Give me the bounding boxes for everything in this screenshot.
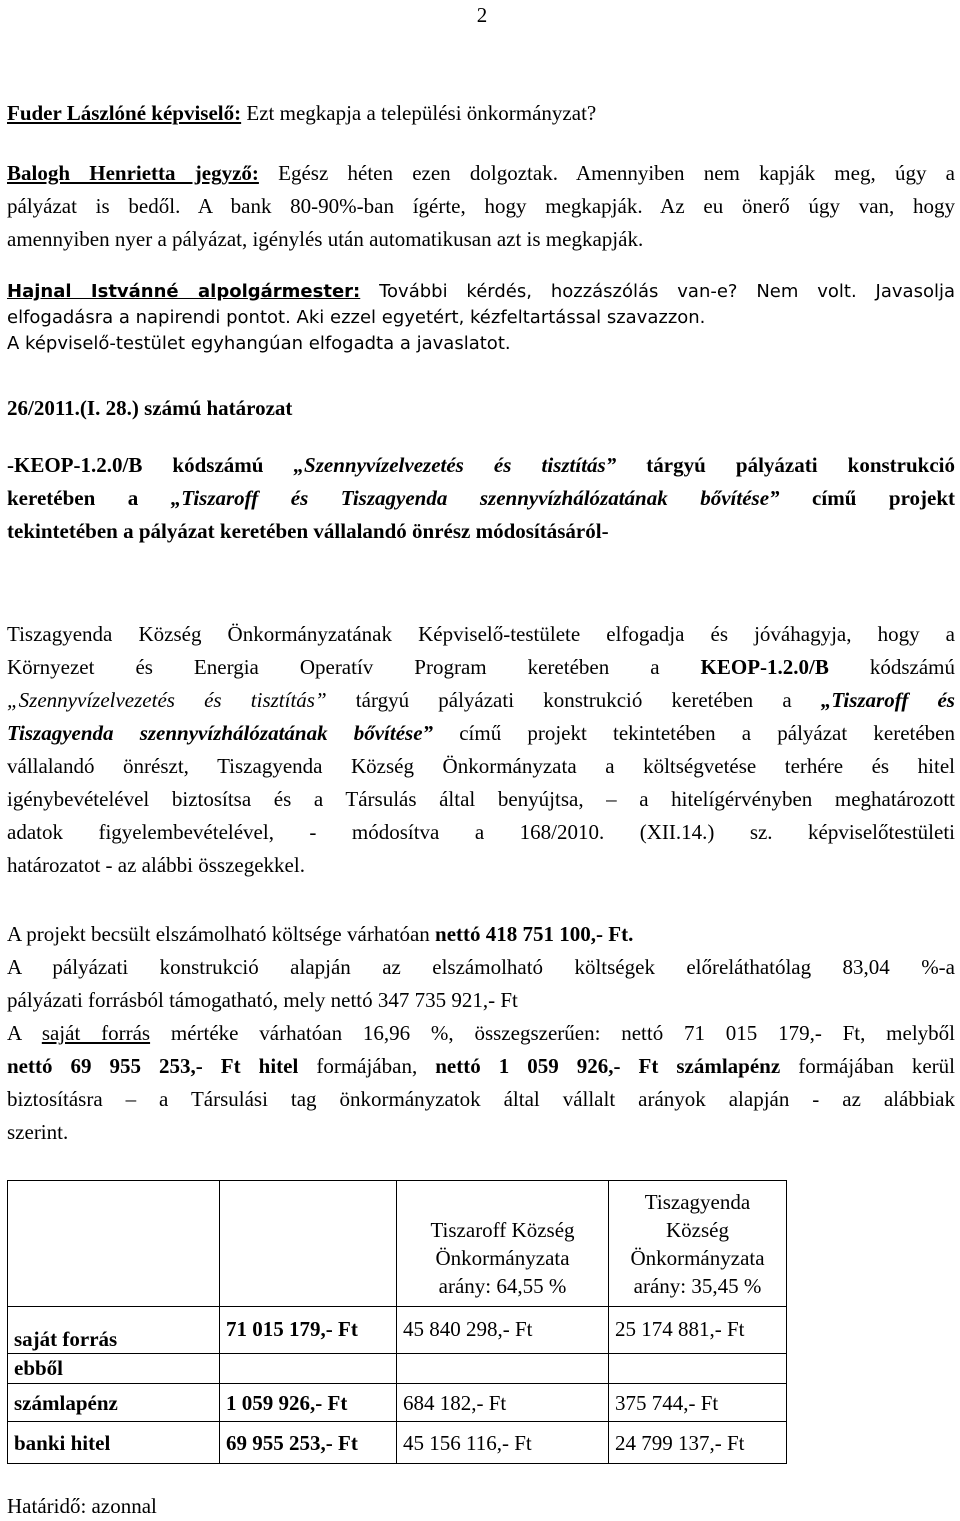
paragraph-fuder xyxy=(7,97,955,130)
text-line: A képviselő-testület egyhangúan elfogadta a javaslatot. xyxy=(7,333,511,354)
table-row xyxy=(8,1384,787,1422)
row-label: számlapénz xyxy=(8,1384,220,1422)
speaker-name: Hajnal Istvánné alpolgármester: xyxy=(7,281,361,302)
table-row xyxy=(8,1422,787,1464)
resolution-body: Tiszagyenda Község Önkormányzatának Képviselő-testülete elfogadja és jóváhagyja, hogy a Környezet és Energia Operatív Program keretében a KEOP-1.2.0/B kódszámú „Szennyvízelvezetés és tisztítás” tárgyú pályázati konstrukció keretében a „Tiszaroff és Tiszagyenda szennyvízhálózatának bővítése” című projekt tekintetében a pályázat keretében vállalandó önrészt, Tiszagyenda Község Önkormányzata a költségvetése terhére és hitel igénybevételével biztosítsa és a Társulás által benyújtsa, – a hitelígérvényben meghatározott adatok figyelembevételével, - módosítva a 168/2010. (XII.14.) sz. képviselőtestületi határozatot - az alábbi összegekkel. xyxy=(7,622,955,877)
table-row xyxy=(8,1354,787,1384)
row-tiszaroff xyxy=(397,1354,609,1384)
table-header-empty xyxy=(220,1181,397,1307)
speaker-name: Balogh Henrietta jegyző: xyxy=(7,161,259,185)
table-row xyxy=(8,1307,787,1354)
paragraph-hajnal xyxy=(7,279,955,357)
deadline: Határidő: azonnal xyxy=(7,1494,157,1518)
text-line: amennyiben nyer a pályázat, igénylés után automatikusan azt is megkapják. xyxy=(7,227,644,251)
speech-text: Ezt megkapja a települési önkormányzat? xyxy=(241,101,597,125)
allocation-table xyxy=(7,1180,787,1464)
cost-summary: A projekt becsült elszámolható költsége várhatóan nettó 418 751 100,- Ft. A pályázati konstrukció alapján az elszámolható költségek előreláthatólag 83,04 %-a pályázati forrásból támogatható, mely nettó 347 735 921,- Ft A saját forrás mértéke várhatóan 16,96 %, összegszerűen: nettó 71 015 179,- Ft, melyből nettó 69 955 253,- Ft hitel formájában, nettó 1 059 926,- Ft számlapénz formájában kerül biztosításra – a Társulási tag önkormányzatok által vállalt arányok alapján - az alábbiak szerint. xyxy=(7,922,955,1144)
row-total xyxy=(220,1354,397,1384)
row-tiszaroff: 684 182,- Ft xyxy=(397,1384,609,1422)
table-header-row xyxy=(8,1181,787,1307)
row-total: 1 059 926,- Ft xyxy=(220,1384,397,1422)
row-label: banki hitel xyxy=(8,1422,220,1464)
text-line: Balogh Henrietta jegyző: Egész héten ezen dolgoztak. Amennyiben nem kapják meg, úgy a xyxy=(7,161,955,185)
speaker-name: Fuder Lászlóné képviselő: xyxy=(7,101,242,125)
row-total: 69 955 253,- Ft xyxy=(220,1422,397,1464)
table-header-tiszagyenda: Tiszagyenda Község Önkormányzata arány: 35,45 % xyxy=(609,1181,787,1307)
table-header-empty xyxy=(8,1181,220,1307)
row-tiszagyenda: 24 799 137,- Ft xyxy=(609,1422,787,1464)
resolution-title: -KEOP-1.2.0/B kódszámú „Szennyvízelvezetés és tisztítás” tárgyú pályázati konstrukció keretében a „Tiszaroff és Tiszagyenda szennyvízhálózatának bővítése” című projekt tekintetében a pályázat keretében vállalandó önrész módosításáról- xyxy=(7,453,956,543)
row-tiszaroff: 45 840 298,- Ft xyxy=(397,1307,609,1354)
row-total: 71 015 179,- Ft xyxy=(220,1307,397,1354)
text-line: elfogadásra a napirendi pontot. Aki ezzel egyetért, kézfeltartással szavazzon. xyxy=(7,307,706,328)
row-label: saját forrás xyxy=(8,1307,220,1354)
row-tiszagyenda: 25 174 881,- Ft xyxy=(609,1307,787,1354)
row-label: ebből xyxy=(8,1354,220,1384)
resolution-number: 26/2011.(I. 28.) számú határozat xyxy=(7,396,293,420)
row-tiszaroff: 45 156 116,- Ft xyxy=(397,1422,609,1464)
row-tiszagyenda: 375 744,- Ft xyxy=(609,1384,787,1422)
page-number: 2 xyxy=(476,3,488,27)
text-line: pályázat is bedől. A bank 80-90%-ban ígérte, hogy megkapják. Az eu önerő úgy van, hogy xyxy=(7,194,955,218)
row-tiszagyenda xyxy=(609,1354,787,1384)
table-header-tiszaroff: Tiszaroff Község Önkormányzata arány: 64,55 % xyxy=(397,1181,609,1307)
text-line: Hajnal Istvánné alpolgármester: További kérdés, hozzászólás van-e? Nem volt. Javasolja xyxy=(7,281,955,302)
paragraph-balogh xyxy=(7,157,955,256)
